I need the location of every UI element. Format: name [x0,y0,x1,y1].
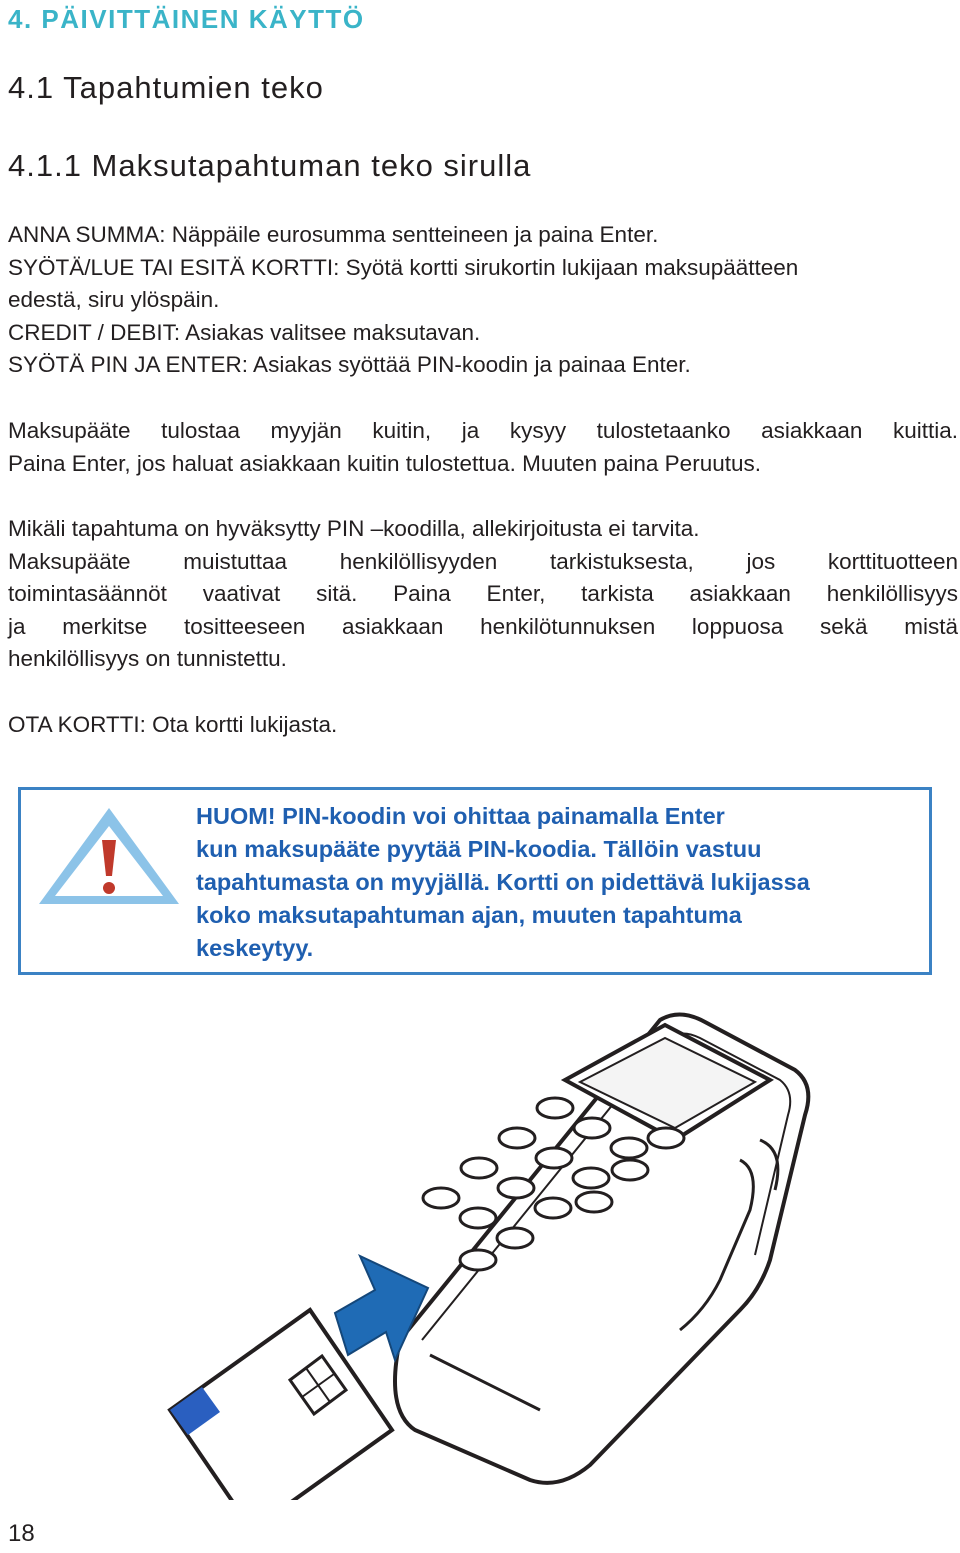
receipt-line: Paina Enter, jos haluat asiakkaan kuitin tulostettua. Muuten paina Peruutus. [8,450,761,476]
notice-line: HUOM! PIN-koodin voi ohittaa painamalla Enter [196,803,725,829]
card-insertion-illustration [160,1010,820,1500]
verification-line: Mikäli tapahtuma on hyväksytty PIN –koodilla, allekirjoitusta ei tarvita. [8,516,700,541]
page-number: 18 [8,1520,35,1547]
step-enter-amount: ANNA SUMMA: Näppäile eurosumma sentteineen ja paina Enter. [8,222,659,247]
step-credit-debit: CREDIT / DEBIT: Asiakas valitsee maksutavan. [8,319,481,345]
verification-line: toimintasäännöt vaativat sitä. Paina Enter, tarkista asiakkaan henkilöllisyys [8,581,958,607]
remove-card-paragraph [8,709,958,742]
payment-terminal-icon [395,1014,808,1482]
chapter-title: 4. PÄIVITTÄINEN KÄYTTÖ [8,4,365,34]
verification-paragraph [8,513,958,676]
notice-line: keskeytyy. [196,935,314,961]
notice-line: koko maksutapahtuman ajan, muuten tapahtuma [196,902,742,928]
step-insert-card: SYÖTÄ/LUE TAI ESITÄ KORTTI: Syötä kortti sirukortin lukijaan maksupäätteen [8,254,799,280]
warning-notice-box [18,787,932,975]
step-remove-card: OTA KORTTI: Ota kortti lukijasta. [8,712,338,737]
subsection-title: 4.1.1 Maksutapahtuman teko sirulla [8,148,532,183]
verification-line: ja merkitse tositteeseen asiakkaan henkilötunnuksen loppuosa sekä mistä [8,613,958,639]
warning-notice-text [196,800,916,965]
verification-line: Maksupääte muistuttaa henkilöllisyyden tarkistuksesta, jos korttituotteen [8,548,958,574]
receipt-paragraph [8,415,958,480]
notice-line: tapahtumasta on myyjällä. Kortti on pidettävä lukijassa [196,869,810,895]
receipt-line: Maksupääte tulostaa myyjän kuitin, ja kysyy tulostetaanko asiakkaan kuittia. [8,418,958,443]
warning-triangle-icon [35,804,183,908]
steps-list [8,219,958,382]
section-title: 4.1 Tapahtumien teko [8,70,324,105]
step-insert-card-continued: edestä, siru ylöspäin. [8,287,220,313]
notice-line: kun maksupääte pyytää PIN-koodia. Tällöin vastuu [196,836,762,862]
verification-line: henkilöllisyys on tunnistettu. [8,646,287,672]
step-enter-pin: SYÖTÄ PIN JA ENTER: Asiakas syöttää PIN-koodin ja painaa Enter. [8,352,691,378]
